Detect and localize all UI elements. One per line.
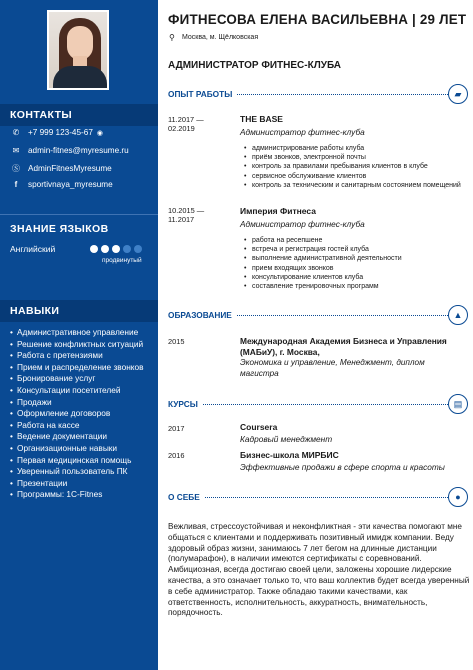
contacts-title: КОНТАКТЫ xyxy=(0,104,158,126)
duty-item: • выполнение административной деятельности xyxy=(244,254,464,263)
language-name: Английский xyxy=(10,244,56,254)
email-text: admin-fitnes@myresume.ru xyxy=(28,146,129,155)
job-dates: 10.2015 — 11.2017 xyxy=(168,206,205,224)
email-icon: ✉ xyxy=(12,146,20,155)
location xyxy=(169,33,259,42)
job-duties xyxy=(244,144,464,190)
skill-item: • Программы: 1С-Fitnes xyxy=(10,489,154,501)
facebook-icon: f xyxy=(14,180,18,189)
section-education-title: ОБРАЗОВАНИЕ xyxy=(168,310,236,320)
location-pin-icon: ⚲ xyxy=(169,33,175,42)
skill-item: • Оформление договоров xyxy=(10,408,154,420)
skill-item: • Первая медицинская помощь xyxy=(10,455,154,467)
skill-item: • Бронирование услуг xyxy=(10,373,154,385)
contact-email[interactable] xyxy=(10,146,129,155)
level-dot-filled xyxy=(112,245,120,253)
duty-item: • контроль за техническим и санитарным состоянием помещений xyxy=(244,181,464,190)
location-text: Москва, м. Щёлковская xyxy=(182,34,259,41)
job-duties xyxy=(244,236,464,291)
skill-item: • Продажи xyxy=(10,397,154,409)
phone-icon: ✆ xyxy=(12,128,20,137)
user-icon: ● xyxy=(448,487,468,507)
job-role: Администратор фитнес-клуба xyxy=(240,219,365,229)
sidebar xyxy=(0,0,158,670)
divider xyxy=(0,214,158,215)
section-experience-header xyxy=(168,84,468,104)
level-dot-empty xyxy=(134,245,142,253)
duty-item: • приём звонков, электронной почты xyxy=(244,153,464,162)
main-content xyxy=(158,0,473,670)
skills-list xyxy=(10,327,154,501)
language-level-dots xyxy=(90,245,142,253)
whatsapp-icon: ◉ xyxy=(96,129,103,137)
education-year: 2015 xyxy=(168,337,185,346)
section-courses-title: КУРСЫ xyxy=(168,399,202,409)
job-company: Империя Фитнеса xyxy=(240,206,316,216)
level-dot-empty xyxy=(123,245,131,253)
skill-item: • Прием и распределение звонков xyxy=(10,362,154,374)
about-text: Вежливая, стрессоустойчивая и неконфликтная - эти качества помогают мне общаться с клиентами и поддерживать позитивный имидж компании. Веду здоровый образ жизни, занимаюсь 7 лет бегом на длинные дистанции (полумарафон), в наличии имеются сертификаты с соревнований. Амбициозная, всегда достигаю своей цели, заложены хорошие лидерские качества, а это означает только то, что ваш коллектив будет всегда уверенный в себе администратор. Также обладаю такими качествами, как ответственность, исполнительность, аккуратность, внимательность, порядочность. xyxy=(168,522,470,618)
contact-phone[interactable] xyxy=(10,128,103,137)
duty-item: • составление тренировочных программ xyxy=(244,282,464,291)
skype-text: AdminFitnesMyresume xyxy=(28,164,112,173)
phone-text: +7 999 123-45-67 xyxy=(28,128,93,137)
graduation-cap-icon: ▲ xyxy=(448,305,468,325)
duty-item: • прием входящих звонков xyxy=(244,264,464,273)
section-about-title: О СЕБЕ xyxy=(168,492,204,502)
skill-item: • Работа с претензиями xyxy=(10,350,154,362)
section-courses-header xyxy=(168,394,468,414)
course-year: 2016 xyxy=(168,451,185,460)
level-dot-filled xyxy=(101,245,109,253)
course-name: Кадровый менеджмент xyxy=(240,434,333,444)
course-provider: Coursera xyxy=(240,422,278,432)
section-experience-title: ОПЫТ РАБОТЫ xyxy=(168,89,236,99)
skype-icon: Ⓢ xyxy=(12,164,20,173)
course-provider: Бизнес-школа МИРБИС xyxy=(240,450,339,460)
languages-title: ЗНАНИЕ ЯЗЫКОВ xyxy=(10,223,109,235)
duty-item: • контроль за правилами пребывания клиентов в клубе xyxy=(244,162,464,171)
skill-item: • Решение конфликтных ситуаций xyxy=(10,339,154,351)
skill-item: • Ведение документации xyxy=(10,431,154,443)
skill-item: • Презентации xyxy=(10,478,154,490)
duty-item: • администрирование работы клуба xyxy=(244,144,464,153)
level-dot-filled xyxy=(90,245,98,253)
briefcase-icon: ▰ xyxy=(448,84,468,104)
contact-facebook[interactable] xyxy=(10,180,113,189)
job-dates: 11.2017 — 02.2019 xyxy=(168,115,204,133)
job-role: Администратор фитнес-клуба xyxy=(240,127,365,137)
skill-item: • Работа на кассе xyxy=(10,420,154,432)
course-name: Эффективные продажи в сфере спорта и красоты xyxy=(240,462,445,472)
skill-item: • Организационные навыки xyxy=(10,443,154,455)
facebook-text: sportivnaya_myresume xyxy=(28,180,113,189)
section-education-header xyxy=(168,305,468,325)
profile-photo xyxy=(47,10,109,90)
course-year: 2017 xyxy=(168,424,185,433)
certificate-icon: ▤ xyxy=(448,394,468,414)
section-about-header xyxy=(168,487,468,507)
education-specialty: Экономика и управление, Менеджмент, диплом магистра xyxy=(240,358,425,378)
duty-item: • встреча и регистрация гостей клуба xyxy=(244,245,464,254)
education-institution: Международная Академия Бизнеса и Управления (МАБиУ), г. Москва, xyxy=(240,336,447,357)
skill-item: • Уверенный пользователь ПК xyxy=(10,466,154,478)
job-title: АДМИНИСТРАТОР ФИТНЕС-КЛУБА xyxy=(168,60,341,71)
skill-item: • Административное управление xyxy=(10,327,154,339)
candidate-name: ФИТНЕСОВА ЕЛЕНА ВАСИЛЬЕВНА | 29 ЛЕТ xyxy=(168,12,467,27)
language-level: продвинутый xyxy=(102,257,142,264)
duty-item: • сервисное обслуживание клиентов xyxy=(244,172,464,181)
skills-title: НАВЫКИ xyxy=(0,300,158,322)
job-company: THE BASE xyxy=(240,114,283,124)
duty-item: • консультирование клиентов клуба xyxy=(244,273,464,282)
contact-skype[interactable] xyxy=(10,163,112,174)
skill-item: • Консультации посетителей xyxy=(10,385,154,397)
duty-item: • работа на ресепшене xyxy=(244,236,464,245)
